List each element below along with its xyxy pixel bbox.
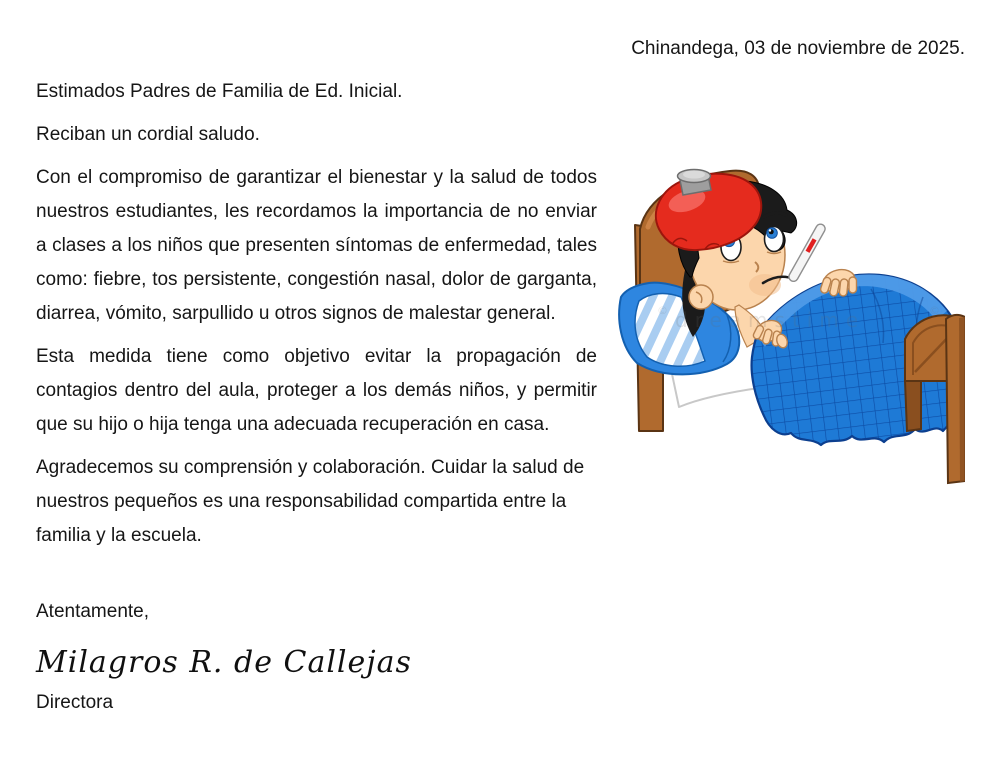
closing: Atentamente, — [36, 601, 150, 622]
copyright-icon: © — [929, 304, 940, 317]
signature-name: Milagros R. de Callejas — [36, 645, 412, 680]
sick-child-illustration — [615, 165, 965, 499]
copyright-icon: © — [657, 304, 668, 317]
paragraph-thanks: Agradecemos su comprensión y colaboración. Cuidar la salud de nuestros pequeños es una responsabilidad compartida entre la familia y la escuela. — [36, 457, 585, 546]
salutation: Estimados Padres de Familia de Ed. Inicial. — [36, 81, 403, 102]
sick-child-svg — [615, 165, 965, 499]
thermometer-icon — [789, 224, 825, 281]
watermark-text: dreamstime — [675, 308, 866, 332]
date-line: Chinandega, 03 de noviembre de 2025. — [631, 38, 965, 59]
paragraph-measure-purpose: Esta medida tiene como objetivo evitar la propagación de contagios dentro del aula, proteger a los demás niños, y permitir que su hijo o hija tenga una adecuada recuperación en casa. — [36, 346, 597, 435]
greeting: Reciban un cordial saludo. — [36, 124, 260, 145]
signature-role: Directora — [36, 692, 114, 713]
paragraph-health-reminder: Con el compromiso de garantizar el bienestar y la salud de todos nuestros estudiantes, les recordamos la importancia de no enviar a clases a los niños que presenten síntomas de enfermedad, tales como: fiebre, tos persistente, congestión nasal, dolor de garganta, diarrea, vómito, sarpullido u otros signos de malestar general. — [36, 167, 597, 324]
